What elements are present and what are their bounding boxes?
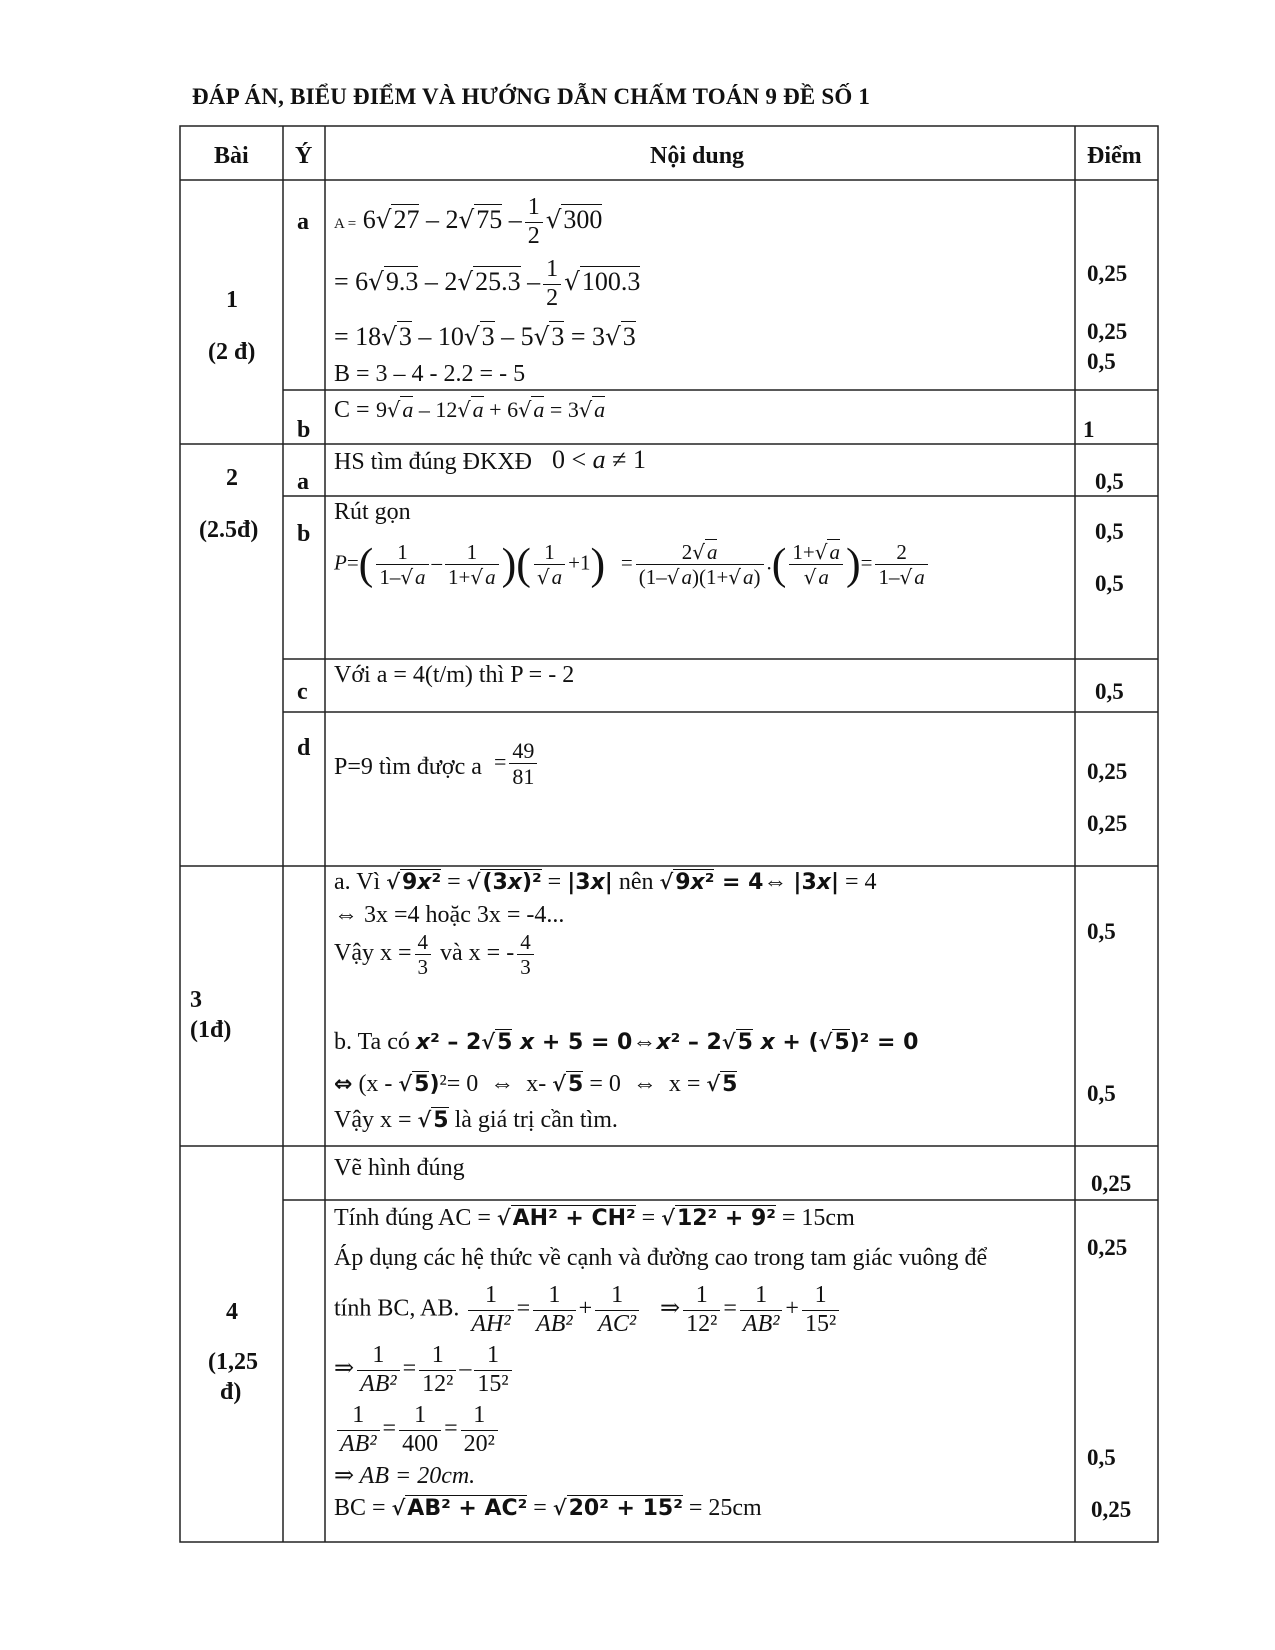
q4-points-1: (1,25: [208, 1349, 258, 1375]
q4-ac-line: Tính đúng AC = √AH² + CH² = √12² + 9² = 15cm: [334, 1205, 855, 1231]
header-noi-dung: Nội dung: [650, 143, 745, 169]
q3-b-line3-suffix: là giá trị cần tìm.: [454, 1107, 618, 1133]
q2-b-text: Rút gọn: [334, 499, 411, 525]
q2-c-text: Với a = 4(t/m) thì P = - 2: [334, 662, 575, 688]
q3-points: (1đ): [190, 1017, 232, 1043]
q3-a-line2: ⇔ 3x =4 hoặc 3x = -4...: [334, 902, 565, 928]
q4-score-3: 0,25: [1091, 1497, 1132, 1522]
q2-c-score: 0,5: [1095, 679, 1124, 704]
q1-b-prefix: C =: [334, 397, 370, 423]
q3-a-line3-prefix: Vậy x =: [334, 940, 412, 967]
q3-a-prefix: a. Vì: [334, 869, 381, 895]
q4-score-2: 0,5: [1087, 1445, 1116, 1470]
q1-b-score: 1: [1083, 417, 1095, 442]
q4-bc-line: BC = √AB² + AC² = √20² + 15² = 25cm: [334, 1495, 762, 1521]
q2-label: 2: [226, 465, 238, 491]
q4-ac-prefix: Tính đúng AC =: [334, 1205, 491, 1231]
q2-a-text: HS tìm đúng ĐKXĐ: [334, 449, 533, 475]
q4-ab-result: ⇒ AB = 20cm.: [334, 1463, 476, 1489]
q3-a-line3-mid: và x = -: [440, 940, 515, 967]
q4-draw: Vẽ hình đúng: [334, 1155, 465, 1181]
header-y: Ý: [295, 143, 313, 169]
header-diem: Điểm: [1087, 143, 1142, 169]
q1-b-label: b: [297, 417, 311, 443]
q4-label: 4: [226, 1299, 238, 1325]
q1-a-line3: = 18√3 – 10√3 – 5√3 = 3√3: [334, 322, 636, 351]
q4-step2: ⇒ $\frac{1}{\text{AB²}}$ = $\frac{1}{\text{12²}}$ – $\frac{1}{\text{15²}}$: [334, 1342, 515, 1398]
q4-calc-prefix: tính BC, AB.: [334, 1295, 460, 1322]
q2-c-label: c: [297, 679, 308, 705]
q2-a-score: 0,5: [1095, 469, 1124, 494]
q3-b-line3: Vậy x = √5 là giá trị cần tìm.: [334, 1107, 618, 1133]
q1-a-line1-prefix: A =: [334, 216, 357, 233]
q1-a-label: a: [297, 209, 309, 235]
q3-b-line3-prefix: Vậy: [334, 1107, 374, 1133]
q3-a-mid: nên: [618, 869, 654, 895]
q2-d-score-1: 0,25: [1087, 759, 1128, 784]
q2-b-score-1: 0,5: [1095, 519, 1124, 544]
q4-step3: $\frac{1}{\text{AB²}}$ = $\frac{1}{400}$ = $\frac{1}{\text{20²}}$: [334, 1402, 501, 1458]
q4-apply: Áp dụng các hệ thức về cạnh và đường cao trong tam giác vuông để: [334, 1245, 988, 1271]
q4-score-1: 0,25: [1087, 1235, 1128, 1260]
q1-a-line2: = 6√9.3 – 2√25.3 – $\frac{1}{2}$ √100.3: [334, 256, 641, 311]
q3-a-line1: a. Vì √9x² = √(3x)² = |3x| nên √9x² = 4⇔ |3x| = 4: [334, 869, 877, 895]
q1-b-line: C = 9√a – 12√a + 6√a = 3√a: [334, 397, 606, 423]
q2-b-formula: P=( $\frac{1}{1-√a}$ – $\frac{1}{1+√a}$ )( $\frac{1}{√a}$ +1) = $\frac{2√a}{(1-√a)(1+√a)}$ .( $\frac{1+√a}{√a}$ )= $\frac{2}{1-√a}$: [334, 540, 931, 589]
q1-a-score-3: 0,5: [1087, 349, 1116, 374]
q3-a-line3: Vậy x = $\frac{4}{3}$ và x = - $\frac{4}{3}$: [334, 930, 537, 979]
q1-a-score-1: 0,25: [1087, 261, 1128, 286]
q1-a-score-2: 0,25: [1087, 319, 1128, 344]
q2-a-condition: 0 < a ≠ 1: [552, 445, 646, 474]
q1-a-line1: A = 6√27 – 2√75 – $\frac{1}{2}$ √300: [334, 194, 603, 249]
q1-a-line4: B = 3 – 4 - 2.2 = - 5: [334, 361, 526, 387]
page-title: ĐÁP ÁN, BIỂU ĐIỂM VÀ HƯỚNG DẪN CHẤM TOÁN 9 ĐỀ SỐ 1: [192, 84, 871, 109]
q3-score-2: 0,5: [1087, 1081, 1116, 1106]
q1-label: 1: [226, 287, 238, 313]
q3-b-line2: ⇔ (x - √5)²= 0 ⇔ x- √5 = 0 ⇔ x = √5: [334, 1071, 738, 1097]
q2-b-score-2: 0,5: [1095, 571, 1124, 596]
q1-points: (2 đ): [208, 339, 256, 365]
q2-a-label: a: [297, 469, 309, 495]
q3-label: 3: [190, 987, 202, 1013]
q4-draw-score: 0,25: [1091, 1171, 1132, 1196]
q3-score-1: 0,5: [1087, 919, 1116, 944]
q4-bc-suffix: = 25cm: [688, 1495, 762, 1521]
q4-calc-line: tính BC, AB. $\frac{1}{\text{AH²}}$ = $\frac{1}{\text{AB²}}$ + $\frac{1}{\text{AC²}}$ ⇒ $\frac{1}{\text{12²}}$ = $\frac{1}{\text{AB²}}$ + $\frac{1}{\text{15²}}$: [334, 1282, 842, 1338]
q2-d-score-2: 0,25: [1087, 811, 1128, 836]
q3-b-line1: b. Ta có x² – 2√5 x + 5 = 0⇔x² – 2√5 x + (√5)² = 0: [334, 1029, 919, 1055]
q4-bc-prefix: BC =: [334, 1495, 386, 1521]
q2-d-label: d: [297, 735, 311, 761]
q4-ac-suffix: = 15cm: [781, 1205, 855, 1231]
q2-b-label: b: [297, 521, 311, 547]
q2-d-text: P=9 tìm được a: [334, 754, 482, 780]
q4-points-2: đ): [220, 1379, 242, 1405]
q3-b-prefix: b. Ta có: [334, 1029, 410, 1055]
q2-points: (2.5đ): [199, 517, 259, 543]
header-bai: Bài: [214, 143, 249, 169]
q2-d-value: = $\frac{49}{81}$: [494, 738, 540, 790]
